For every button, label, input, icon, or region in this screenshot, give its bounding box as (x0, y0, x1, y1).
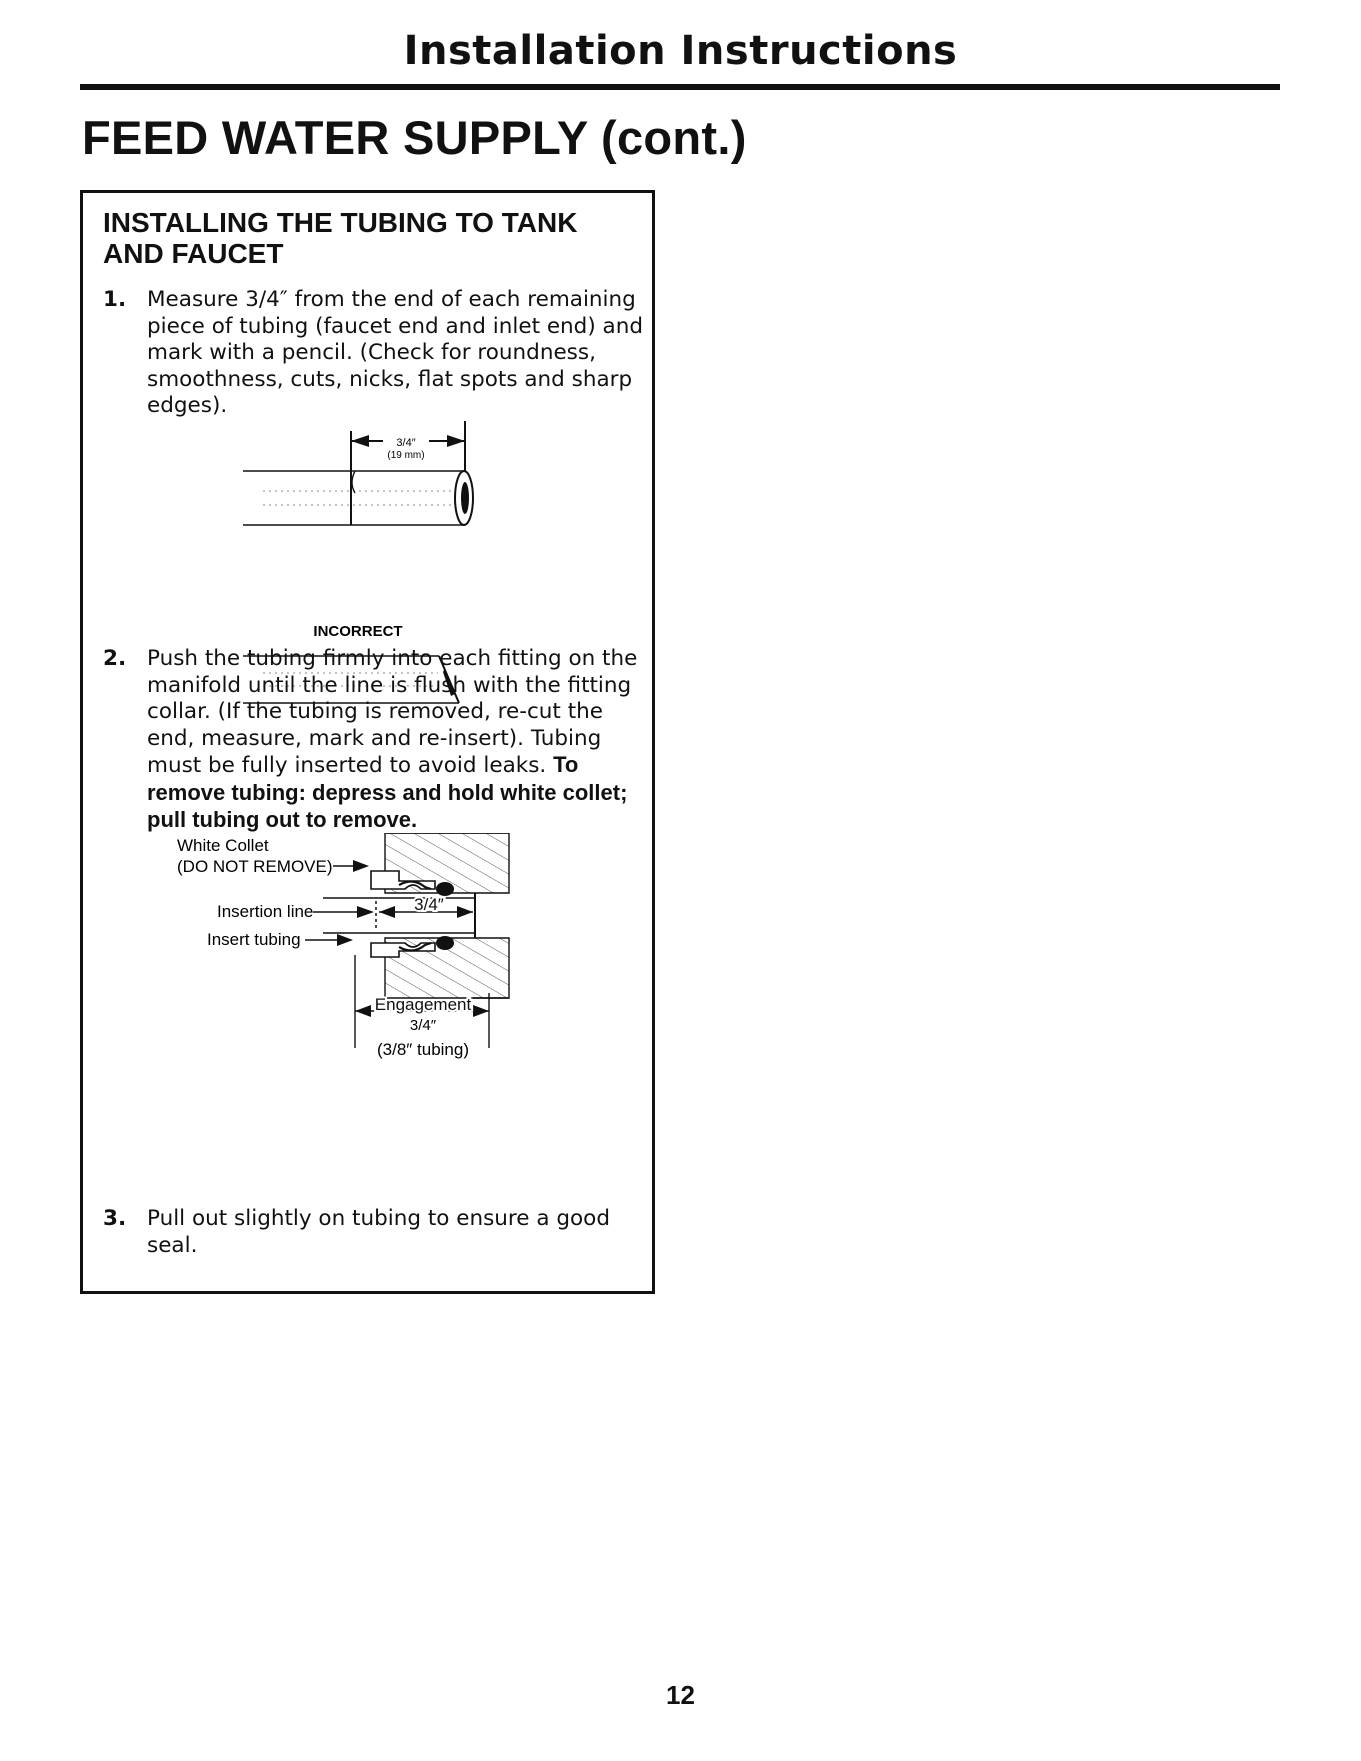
step-text: Push the tubing firmly into each fitting on the manifold until the line is flush with the fitting collar. (If the tubing is removed, re-cut the end, measure, mark and re-insert). Tubing must be fully inserted to avoid leaks. (147, 646, 638, 778)
engagement-note: (3/8″ tubing) (376, 1040, 470, 1059)
o-ring-upper (436, 882, 454, 896)
engagement-label: Engagement (374, 995, 472, 1014)
step-text: Pull out slightly on tubing to ensure a good seal. (147, 1206, 610, 1258)
do-not-remove-label: (DO NOT REMOVE) (177, 857, 333, 876)
header-title: Installation Instructions (403, 28, 958, 74)
step-number: 3. (103, 1206, 127, 1231)
engagement-dimension: 3/4″ (409, 1017, 437, 1034)
pencil-mark (352, 471, 355, 493)
tube-measure-figure (233, 413, 533, 613)
box-title: INSTALLING THE TUBING TO TANK AND FAUCET (103, 207, 578, 269)
dimension-label: 3/4″ (414, 895, 444, 914)
step-number: 1. (103, 287, 127, 312)
dimension-label: 3/4″ (396, 437, 416, 449)
fitting-crosssection-figure (173, 833, 623, 1083)
step-number: 2. (103, 646, 127, 671)
tube-bore (461, 482, 469, 514)
section-title: FEED WATER SUPPLY (cont.) (82, 111, 747, 164)
page-number: 12 (666, 1680, 695, 1710)
dimension-metric: (19 mm) (387, 450, 425, 461)
step-text: Measure 3/4″ from the end of each remaining piece of tubing (faucet end and inlet end) and mark with a pencil. (Check for roundness, smoothness, cuts, nicks, flat spots and sharp edges). (147, 287, 644, 418)
instructions-box (80, 190, 655, 1294)
step-warning: To remove tubing: depress and hold white collet; pull tubing out to remove. (147, 752, 628, 832)
white-collet-label: White Collet (177, 836, 269, 855)
header-rule (80, 84, 1280, 90)
insertion-line-label: Insertion line (217, 902, 314, 921)
insert-tubing-label: Insert tubing (207, 930, 301, 949)
o-ring-lower (436, 936, 454, 950)
incorrect-label: INCORRECT (313, 623, 403, 640)
